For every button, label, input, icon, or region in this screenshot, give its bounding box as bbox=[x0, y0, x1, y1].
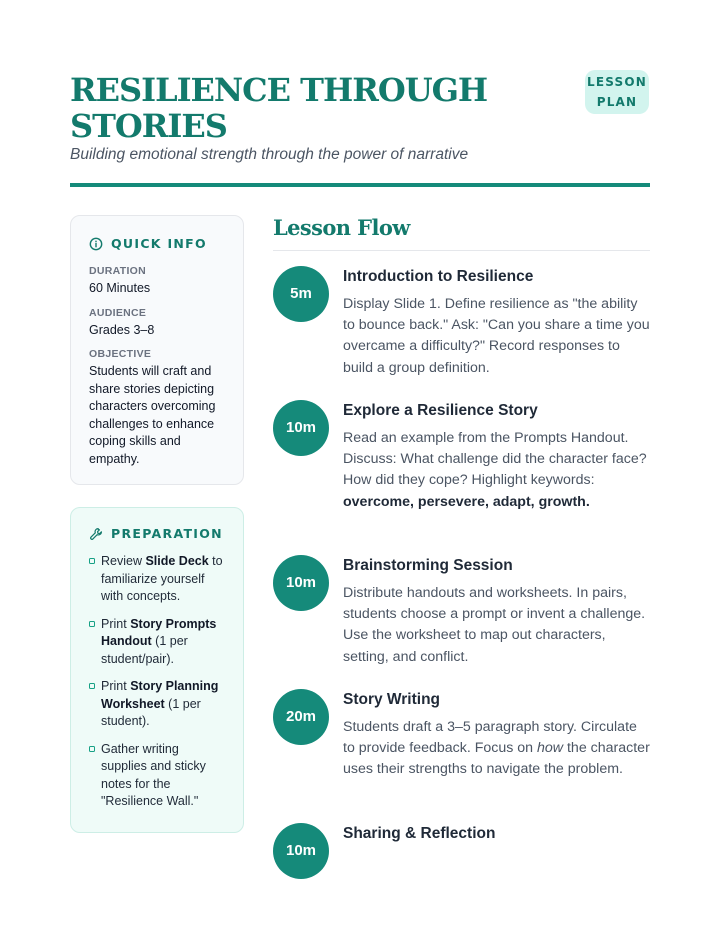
duration-field bbox=[89, 265, 225, 298]
step-time-badge: 20m bbox=[273, 689, 329, 745]
step-time-badge: 10m bbox=[273, 555, 329, 611]
preparation-list bbox=[89, 553, 225, 811]
wrench-icon bbox=[89, 527, 103, 541]
prep-item-supplies bbox=[89, 741, 225, 811]
audience-label: AUDIENCE bbox=[89, 306, 147, 319]
step-time-badge: 5m bbox=[273, 266, 329, 322]
objective-field bbox=[89, 348, 225, 468]
prep-bold: Slide Deck bbox=[145, 554, 209, 568]
step-time-badge: 10m bbox=[273, 823, 329, 879]
step-description: Distribute handouts and worksheets. In pairs, students choose a prompt or invent a challenge. Use the worksheet to map out characters, setting, and conflict. bbox=[343, 585, 646, 665]
prep-text: to familiarize yourself with concepts. bbox=[101, 554, 223, 603]
preparation-card bbox=[70, 507, 244, 833]
quick-info-title: QUICK INFO bbox=[111, 236, 207, 251]
badge-line-2: PLAN bbox=[596, 95, 638, 109]
objective-label: OBJECTIVE bbox=[89, 348, 152, 360]
step-description: Display Slide 1. Define resilience as "the ability to bounce back." Ask: "Can you share a time you overcame a difficulty?" Record responses to build a group definition. bbox=[343, 296, 650, 376]
prep-item-planning-worksheet bbox=[89, 678, 225, 731]
audience-field bbox=[89, 307, 225, 340]
lesson-plan-badge bbox=[585, 70, 649, 114]
step-description bbox=[343, 717, 651, 781]
prep-text: Gather writing supplies and sticky notes for the "Resilience Wall." bbox=[101, 741, 206, 808]
step-desc-text: Students draft a 3–5 paragraph story. Circulate to provide feedback. Focus on bbox=[343, 719, 637, 757]
prep-text: Print bbox=[101, 616, 131, 631]
page-subtitle: Building emotional strength through the power of narrative bbox=[70, 146, 469, 163]
duration-label: DURATION bbox=[89, 265, 147, 277]
step-desc-keywords: overcome, persevere, adapt, growth. bbox=[343, 493, 590, 510]
prep-item-prompts-handout bbox=[89, 616, 225, 669]
quick-info-heading bbox=[89, 236, 225, 251]
duration-value: 60 Minutes bbox=[89, 281, 151, 295]
prep-text: (1 per student). bbox=[101, 696, 201, 728]
prep-text: Print bbox=[101, 679, 131, 693]
step-title: Explore a Resilience Story bbox=[343, 402, 538, 419]
objective-value: Students will craft and share stories depicting characters overcoming challenges to enhance coping skills and empathy. bbox=[89, 364, 216, 466]
lesson-flow-heading: Lesson Flow bbox=[273, 215, 410, 240]
step-desc-text: the character uses their strengths to navigate the problem. bbox=[343, 740, 650, 778]
checkbox-icon bbox=[89, 746, 95, 752]
prep-item-slide-deck bbox=[89, 553, 225, 606]
checkbox-icon bbox=[89, 621, 95, 627]
prep-bold: Story Prompts Handout bbox=[101, 616, 217, 648]
prep-bold: Story Planning Worksheet bbox=[101, 679, 219, 711]
step-title: Story Writing bbox=[343, 691, 441, 708]
badge-line-1: LESSON bbox=[586, 75, 648, 89]
step-description bbox=[343, 428, 651, 513]
checkbox-icon bbox=[89, 558, 95, 564]
step-title: Sharing & Reflection bbox=[343, 825, 496, 842]
audience-value: Grades 3–8 bbox=[89, 322, 155, 337]
step-desc-text: Read an example from the Prompts Handout. Discuss: What challenge did the character face? How did they cope? Highlight keywords: bbox=[343, 430, 647, 489]
prep-text: Review bbox=[101, 554, 146, 568]
step-desc-emphasis: how bbox=[537, 740, 564, 757]
step-title: Introduction to Resilience bbox=[343, 268, 534, 285]
info-circle-icon bbox=[89, 237, 103, 251]
prep-text: (1 per student/pair). bbox=[101, 634, 188, 666]
page-title: RESILIENCE THROUGH STORIES bbox=[70, 71, 488, 145]
preparation-title: PREPARATION bbox=[111, 526, 223, 541]
preparation-heading bbox=[89, 526, 225, 541]
lesson-flow-divider bbox=[273, 250, 650, 251]
header-divider bbox=[70, 183, 650, 187]
quick-info-card bbox=[70, 215, 244, 485]
step-time-badge: 10m bbox=[273, 400, 329, 456]
step-title: Brainstorming Session bbox=[343, 557, 513, 574]
checkbox-icon bbox=[89, 683, 95, 689]
